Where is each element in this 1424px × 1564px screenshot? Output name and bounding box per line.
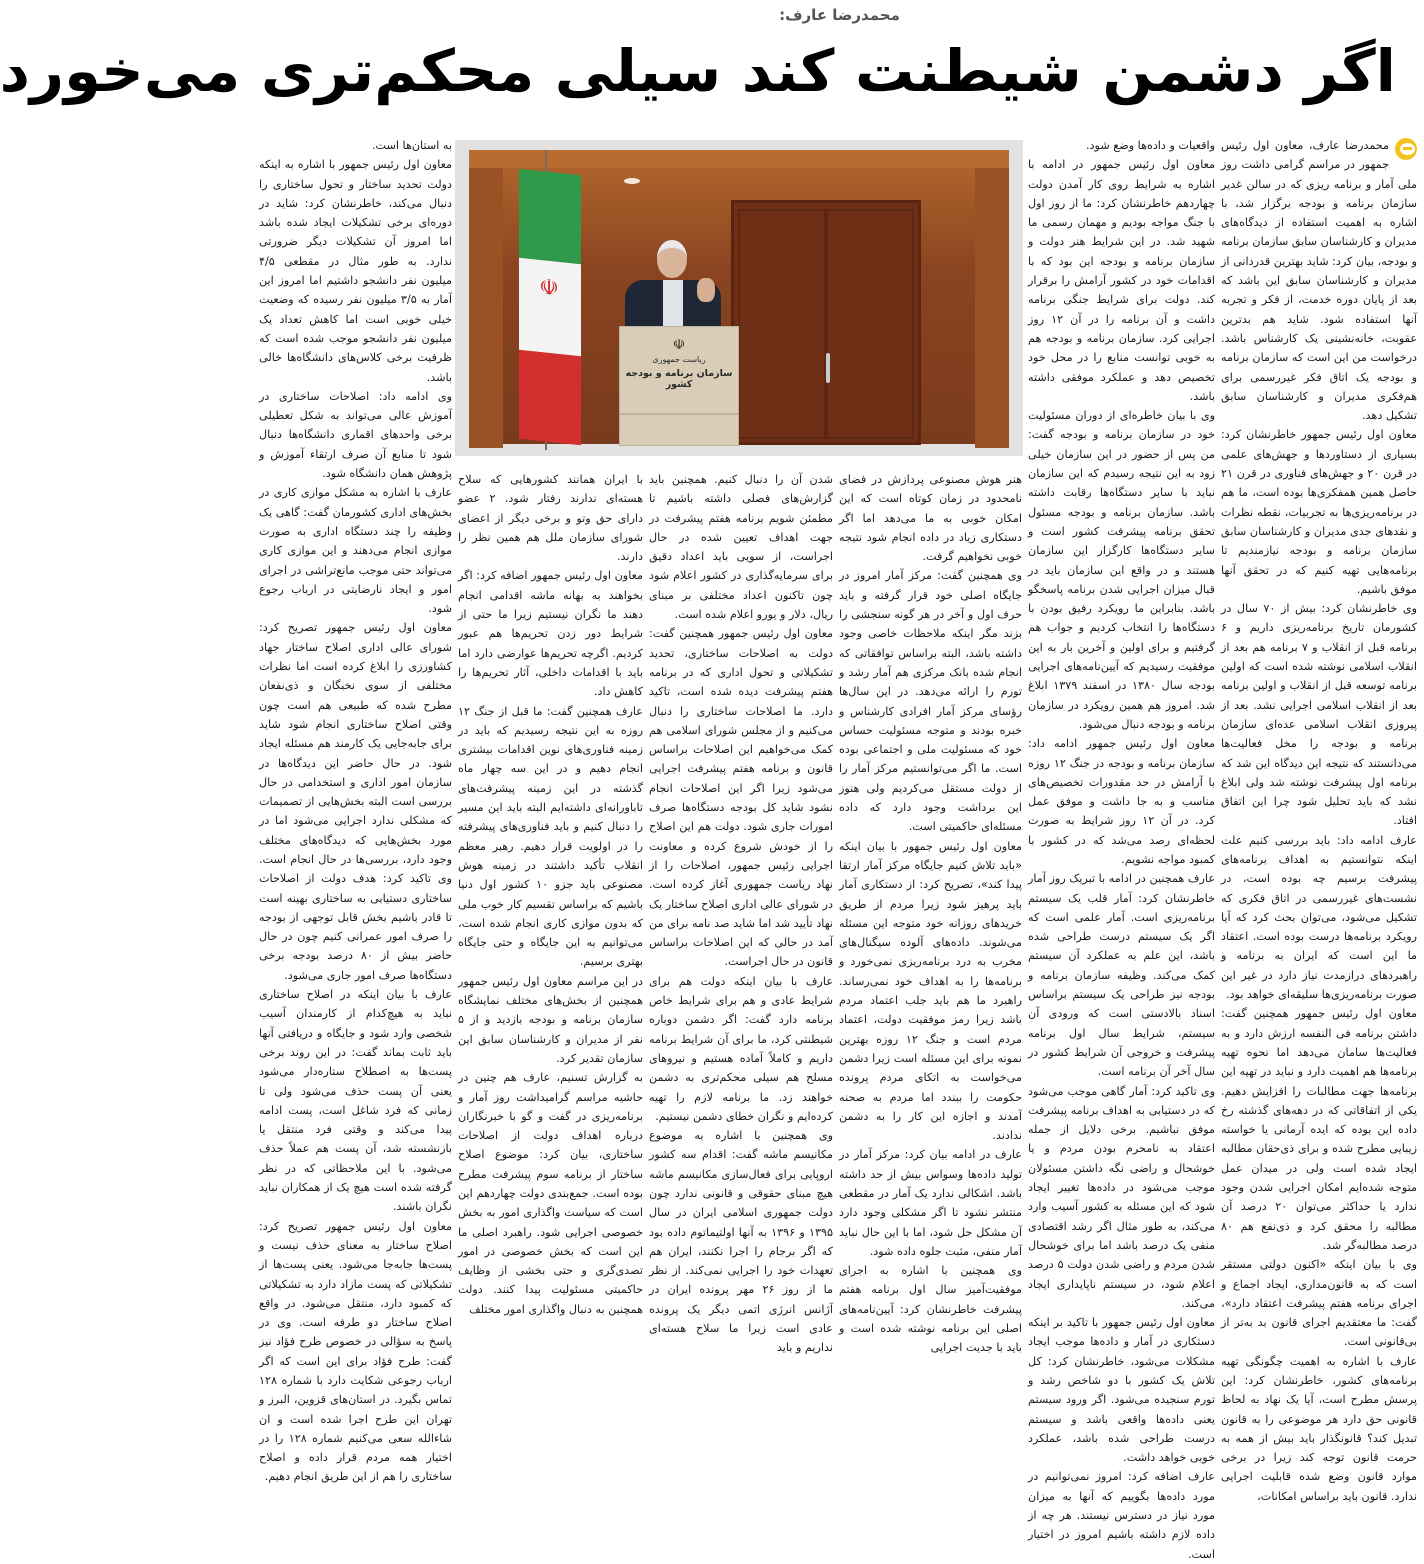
- paragraph: عارف اضافه کرد: امروز نمی‌توانیم در مورد داده‌ها بگوییم که آنها به میزان مورد نیاز در دسترس نیستند. هر چه از داده لازم داشته باشیم امروز در اختیار است.: [1028, 1470, 1215, 1561]
- paragraph: عارف با اشاره به مشکل موازی کاری در بخش‌های اداری کشورمان گفت: گاهی یک وظیفه را چند دستگاه اداری به صورت موازی انجام می‌دهند و این موازی کاری می‌تواند حتی موجب مانع‌تراشی در اجرای امور و ایجاد نارضایتی در ارباب رجوع شود.: [259, 486, 452, 616]
- article-photo-frame: [455, 140, 1023, 456]
- podium-emblem-icon: ☫: [672, 337, 686, 353]
- paragraph: عارف همچنین در ادامه با تبریک روز آمار خاطرنشان کرد: آمار قلب یک سیستم برنامه‌ریزی است. آمار علمی است که اگر یک سیستم درست طراحی شده باشد، این علم به عملکرد آن سیستم کمک می‌کند. وظیفه سازمان برنامه و بودجه نیز طراحی یک سیستم براساس اسناد بالادستی است که ورودی آن سیستم، شرایط سال اول برنامه پیشرفت و خروجی آن شرایط کشور در سال آخر آن برنامه است.: [1028, 872, 1215, 1079]
- paragraph: معاون اول رئیس جمهور با تاکید بر اینکه دستکاری در آمار و داده‌ها موجب ایجاد مشکلات می‌شود، خاطرنشان کرد: کل تلاش یک کشور با دو شاخص رشد و تورم سنجیده می‌شود. اگر ورود سیستم یعنی داده‌ها واقعی باشد و سیستم درست طراحی شده باشد، عملکرد خوبی خواهد داشت.: [1028, 1316, 1215, 1465]
- paragraph: به گزارش تسنیم، عارف هم چنین در حاشیه مراسم گرامیداشت روز آمار و برنامه‌ریزی در گفت و گو با خبرنگاران درباره اهداف دولت از اصلاحات ساختاری، بیان کرد: موضوع اصلاح ساختار از برنامه سوم پیشرفت مطرح بوده است. جمع‌بندی دولت چهاردهم این است که سیاست واگذاری امور به بخش خصوصی اجرایی شود. راهبرد اصلی ما این است که بخش خصوصی در امور تصدی‌گری و حتی بخشی از وظایف حاکمیتی مسئولیت پیدا کنند. دولت همچنین به دنبال واگذاری امور مختلف: [458, 1071, 643, 1316]
- emblem-icon: ☫: [539, 274, 559, 303]
- tasnim-logo-icon: [1395, 138, 1417, 160]
- paragraph: وی خاطرنشان کرد: بیش از ۷۰ سال در کشورمان تاریخ برنامه‌ریزی داریم و ۶ برنامه قبل از انقلاب و ۷ برنامه هم بعد از انقلاب اسلامی نوشته شده است که اولین برنامه توسعه قبل از انقلاب و اولین برنامه بعد از انقلاب اسلامی اجرایی نشد. بعد از پیروزی انقلاب اسلامی عده‌ای سازمان برنامه و بودجه را مخل فعالیت‌ها می‌دانستند که نتیجه این دیدگاه این شد که برنامه اول پیشرفت نوشته شد ولی ابلاغ نشد که باید تحلیل شود چرا این اتفاق افتاد.: [1221, 602, 1417, 828]
- article-column-1: [1221, 136, 1417, 1503]
- paragraph: معاون اول رئیس جمهور اضافه کرد: اگر بخواهند به بهانه ماشه اقدامی انجام دهند ما نگران نیستیم زیرا ما حتی از شرایط دور زدن تحریم‌ها هم عبور کردیم. اگرچه تحریم‌ها عوارضی دارد اما باید با اقدامات داخلی، آثار تحریم‌ها را کاهش داد.: [458, 569, 643, 699]
- paragraph: معاون اول رئیس جمهور خاطرنشان کرد: بسیاری از دستاوردها و جهش‌های علمی در قرن ۲۰ و جهش‌های فناوری در قرن ۲۱ حاصل همین همفکری‌ها بوده است، ما هم در برنامه‌ریزی‌ها به تجربیات، نقطه نظرات و نقدهای جدی مدیران و کارشناسان سابق سازمان برنامه و بودجه نیازمندیم تا برنامه‌هایی تهیه کنیم که در تحقق آنها موفق باشیم.: [1221, 428, 1417, 596]
- paragraph: وی ادامه داد: اصلاحات ساختاری در آموزش عالی می‌تواند به شکل تعطیلی برخی واحدهای اقماری دانشگاه‌ها دنبال شود تا منابع آن صرف ارتقاء آموزش و پژوهش همان دانشگاه شود.: [259, 389, 452, 481]
- photo-lamp: [624, 178, 640, 184]
- article-headline: اگر دشمن شیطنت کند سیلی محکم‌تری می‌خورد: [0, 37, 1396, 105]
- paragraph: محمدرضا عارف، معاون اول رئیس جمهور در مراسم گرامی داشت روز ملی آمار و برنامه ریزی که در سالن غدیر سازمان برنامه و بودجه برگزار شد، با اشاره به اهمیت استفاده از دیدگاه‌های مدیران و کارشناسان سابق سازمان برنامه و بودجه، بیان کرد: شاید بهترین قدردانی از مدیران و کارشناسان سابق این باشد که بعد از پایان دوره خدمت، از فکر و تجربه آنها استفاده شود. شاید هم بدترین عقوبت، خانه‌نشینی یک کارشناس باشد. درخواست من این است که سازمان برنامه و بودجه یک اتاق فکر غیررسمی برای هم‌فکری مدیران و کارشناسان سابق تشکیل دهد.: [1221, 139, 1417, 423]
- paragraph: عارف با بیان اینکه در اصلاح ساختاری نباید به هیچ‌کدام از کارمندان آسیب شخصی وارد شود و جایگاه و دریافتی آنها باید ثابت بماند گفت: در این روند برخی پست‌ها به اصطلاح ستاره‌دار می‌شود یعنی آن پست حذف می‌شود ولی تا زمانی که فرد شاغل است، پست ادامه پیدا می‌کند و وقتی فرد منتقل یا بازنشسته شد، آن پست هم عملاً حذف می‌شود. با این ملاحظاتی که در نظر گرفته شده است هیچ یک از همکاران نباید نگران باشند.: [259, 988, 452, 1214]
- podium: [619, 326, 739, 446]
- paragraph: وی همچنین با اشاره به موضوع مکانیسم ماشه گفت: اقدام سه کشور اروپایی برای فعال‌سازی مکانیسم ماشه هیچ مبنای حقوقی و قانونی ندارد چون دولت جمهوری اسلامی ایران در سال ۱۳۹۵ و ۱۳۹۶ به آنها اولتیماتوم داده بود که اگر برجام را اجرا نکنند، ایران هم تعهدات خود را اجرایی نمی‌کند. از نظر ما از روز ۲۶ مهر پرونده ایران در آژانس انرژی اتمی دیگر یک پرونده عادی است زیرا ما سلاح هسته‌ای نداریم و باید: [649, 1129, 833, 1355]
- paragraph: عارف ادامه داد: باید بررسی کنیم علت اینکه نتوانستیم به اهداف برنامه‌های پیشرفت برسیم چه بوده است، در نشست‌های غیررسمی در اتاق فکری که تشکیل می‌شود، می‌توان بحث کرد که آیا رویکرد برنامه‌ها درست بوده است. اعتقاد ما این است که ایران به برنامه و راهبردهای درازمدت نیاز دارد در غیر این صورت برنامه‌ریزی‌ها سلیقه‌ای خواهد بود.: [1221, 833, 1417, 1002]
- podium-text-line1: ریاست جمهوری: [652, 355, 706, 364]
- photo-door: [731, 200, 921, 445]
- article-column-4: [649, 470, 833, 1355]
- paragraph: شدن آن را دنبال کنیم. همچنین باید گزارش‌های فصلی داشته باشیم تا مطمئن شویم برنامه هفتم پیشرفت در جهت اهداف تعیین شده در حال اجراست، از سویی باید اعداد دقیق برای سرمایه‌گذاری در کشور اعلام شود چون تاکنون اعداد مختلفی بر مبنای ریال، دلار و یورو اعلام شده است.: [649, 473, 833, 622]
- paragraph: وی با بیان اینکه «اکنون دولتی مستقر است که به قانون‌مداری، ایجاد اجماع و اجرای برنامه هفتم پیشرفت اعتقاد دارد»، گفت: ما معتقدیم اجرای قانون بد به‌تر از بی‌قانونی است.: [1221, 1258, 1417, 1349]
- paragraph: معاون اول رئیس جمهور همچنین گفت: داشتن برنامه فی النفسه ارزش دارد و به فعالیت‌ها سامان می‌دهد اما نحوه تهیه برنامه‌ها هم اهمیت دارد و نباید در تهیه این برنامه‌ها جهت مطالبات را افزایش دهیم. یکی از اتفاقاتی که در دهه‌های گذشته رخ داده این بوده که ایده آرمانی یا خواسته زیبایی مطرح شده و برای ذی‌حقان مطالبه ایجاد شده است ولی در میدان عمل متوجه شده‌ایم امکان اجرایی شدن وجود ندارد یا حداکثر می‌توان ۲۰ درصد آن مطالبه را محقق کرد و ذی‌نفع هم ۸۰ درصد مطالبه‌گر شد.: [1221, 1007, 1417, 1252]
- article-kicker: محمدرضا عارف:: [779, 6, 900, 24]
- paragraph: عارف در ادامه بیان کرد: مرکز آمار در تولید داده‌ها وسواس بیش از حد داشته باشد. اشکالی ندارد یک آمار در مقطعی منتشر نشود تا اگر مشکلی وجود دارد آن مشکل حل شود، اما با این حال نباید آمار منفی، مثبت جلوه داده شود.: [839, 1148, 1022, 1258]
- paragraph: وی همچنین گفت: مرکز آمار امروز در جایگاه اصلی خود قرار گرفته و باید حرف اول و آخر در هر گونه سنجشی را بزند مگر اینکه ملاحظات خاصی وجود داشته باشد، البته براساس توافقاتی که انجام شده بانک مرکزی هم آمار رشد و تورم را ارائه می‌دهد. در این سال‌ها رؤسای مرکز آمار افرادی کارشناس و خبره بودند و متوجه مسئولیت حساس خود که مسئولیت ملی و اجتماعی بوده است. ما اگر می‌توانستیم مرکز آمار را از دولت مستقل می‌کردیم ولی هنوز این برداشت وجود دارد که داده مسئله‌ای حاکمیتی است.: [839, 569, 1022, 834]
- iran-flag-icon: [519, 169, 581, 446]
- photo-wall: [469, 150, 1009, 168]
- paragraph: عارف همچنین گفت: ما قبل از جنگ ۱۲ روزه به این نتیجه رسیدیم که باید در زمینه فناوری‌های نوین اقدامات بیشتری انجام دهیم و در این سه چهار ماه گذشته در این زمینه پیشرفت‌های تاباورانه‌ای داشته‌ایم البته باید این مسیر را دنبال کنیم و باید فناوری‌های پیشرفته را در اولویت قرار دهیم. رهبر معظم انقلاب تأکید داشتند در زمینه هوش مصنوعی باید جزو ۱۰ کشور اول دنیا باشیم که براساس تقسیم کار خوب ملی که بدون موازی کاری انجام شده است، می‌توانیم به این جایگاه و حتی جایگاه بهتری برسیم.: [458, 704, 643, 969]
- paragraph: معاون اول رئیس جمهور ادامه داد: سازمان برنامه و بودجه در جنگ ۱۲ روزه با آرامش در حد مقدورات تخصیص‌های مناسب و به جا داشت و موفق عمل کرد. در آن ۱۲ روز شرایط به صورت لحظه‌ای رصد می‌شد که در کشور با کمبود مواجه نشویم.: [1028, 737, 1215, 866]
- paragraph: وی تاکید کرد: آمار گاهی موجب می‌شود که در دستیابی به اهداف برنامه پیشرفت موفق نباشیم. برخی دلایل از جمله اعتقاد به نامحرم بودن مردم و یا خوشحال و راضی نگه داشتن مسئولان موجب می‌شود در داده‌ها تغییر ایجاد شود که این مسئله به کشور آسیب وارد می‌کند، به طور مثال اگر رشد اقتصادی منفی یک درصد باشد اما برای خوشحال شدن مردم و راضی شدن دولت ۵ درصد اعلام شود، در سیستم ناپایداری ایجاد می‌کند.: [1028, 1084, 1215, 1310]
- paragraph: هنر هوش مصنوعی پردازش در فضای نامحدود در زمان کوتاه است که این امکان خوبی به ما می‌دهد اما اگر دستکاری زیاد در داده انجام شود نتیجه خوبی نخواهیم گرفت.: [839, 473, 1022, 564]
- paragraph: عارف با بیان اینکه دولت هم برای شرایط عادی و هم برای شرایط خاص برنامه دارد گفت: اگر دشمن دوباره شیطنتی کرد، ما برای آن شرایط برنامه داریم و کاملاً آماده هستیم و نیروهای مسلح هم سیلی محکم‌تری به دشمن خواهند زد. ما برنامه لازم را تهیه کرده‌ایم و نگران خطای دشمن نیستیم.: [649, 974, 833, 1123]
- photo-pilaster: [469, 168, 503, 448]
- paragraph: وی با بیان خاطره‌ای از دوران مسئولیت خود در سازمان برنامه و بودجه گفت: من پس از حضور در این سازمان خیلی زود به این نتیجه رسیدم که این سازمان نباید با سایر دستگاه‌ها رقابت داشته باشد. سازمان برنامه و بودجه مسئول تحقق برنامه پیشرفت کشور است و سایر دستگاه‌ها کارگزار این سازمان هستند و در واقع این سازمان باید در قبال میزان اجرایی شدن برنامه پاسخگو باشد. بنابراین ما رویکرد رفیق بودن با دستگاه‌ها را انتخاب کردیم و جواب هم گرفتیم و برای اولین و آخرین بار به این موفقیت رسیدیم که آیین‌نامه‌های اجرایی بودجه سال ۱۳۸۰ در اسفند ۱۳۷۹ ابلاغ شد. امروز هم همین رویکرد در سازمان برنامه و بودجه دنبال می‌شود.: [1028, 409, 1215, 731]
- article-column-5: [458, 470, 643, 1316]
- paragraph: با ایران همانند کشورهایی که سلاح هسته‌ای ندارند رفتار شود. ۲ عضو دارای حق وتو و برخی دیگر از اعضای شورای سازمان ملل هم همین نظر را دارند.: [458, 473, 643, 564]
- door-leaf: [738, 209, 826, 439]
- podium-text-line2: سازمان برنامه و بودجه کشور: [625, 368, 733, 390]
- door-handle: [826, 353, 830, 383]
- paragraph: عارف با اشاره به اهمیت چگونگی تهیه برنامه‌های کشور، خاطرنشان کرد: این پرسش مطرح است، آیا یک نهاد به لحاظ قانونی حق دارد هر موضوعی را به قانون تبدیل کند؟ قانونگذار باید بیش از همه به حرمت قانون توجه کند زیرا در برخی موارد قانون وضع شده قابلیت اجرایی ندارد. قانون باید براساس امکانات،: [1221, 1354, 1417, 1503]
- article-photo: [469, 150, 1009, 444]
- paragraph: وی همچنین با اشاره به اجرای موفقیت‌آمیز سال اول برنامه هفتم پیشرفت خاطرنشان کرد: آیین‌نامه‌های اصلی این برنامه نوشته شده است و باید با جدیت اجرایی: [839, 1264, 1022, 1355]
- paragraph: به استان‌ها است.: [371, 139, 452, 152]
- photo-pilaster: [975, 168, 1009, 448]
- article-column-6: [259, 136, 453, 1484]
- article-column-3: [839, 470, 1022, 1355]
- paragraph: معاون اول رئیس جمهور در ادامه با اشاره به شرایط روی کار آمدن دولت چهاردهم خاطرنشان کرد: ما از روز اول با جنگ مواجه بودیم و مهمان رسمی ما شهید شد. در این شرایط هنر دولت و سازمان برنامه و بودجه این بود که با اقدامات خود در کشور آرامش را برقرار کند. دولت برای شرایط جنگی برنامه داشت و آن برنامه را در آن ۱۲ روز اجرایی کرد. سازمان برنامه و بودجه هم به خوبی توانست منابع را در محل خود تخصیص دهد و عملکرد موفقی داشته باشد.: [1028, 158, 1215, 403]
- door-leaf: [826, 209, 914, 439]
- paragraph: معاون اول رئیس جمهور تصریح کرد: اصلاح ساختار به معنای حذف نیست و پست‌ها جابه‌جا می‌شود. یعنی پست‌ها از تشکیلاتی که پست مازاد دارد به تشکیلاتی که کمبود دارد، منتقل می‌شود. در واقع اصلاح ساختار دو طرفه است. وی در پاسخ به سؤالی در خصوص طرح فؤاد نیز گفت: طرح فؤاد برای این است که اگر ارباب رجوعی شکایت دارد با شماره ۱۲۸ تماس بگیرد. در استان‌های قزوین، البرز و تهران این طرح اجرا شده است و ان شاءالله سعی می‌کنیم شماره ۱۲۸ را در اختیار همه مردم قرار داده و اصلاح ساختاری را هم از این طریق انجام دهیم.: [259, 1219, 452, 1484]
- paragraph: معاون اول رئیس جمهور تصریح کرد: شورای عالی اداری اصلاح ساختار جهاد کشاورزی را ابلاغ کرده است اما نظرات مختلفی از سوی نخبگان و ذی‌نفعان مطرح شده که طبیعی هم است چون وقتی اصلاح ساختاری انجام شود شاید برای جابه‌جایی یک کارمند هم مسئله ایجاد شود. در حال حاضر این دیدگاه‌ها در سازمان امور اداری و استخدامی در حال بررسی است البته بخش‌هایی از تصمیمات که مشکلی ندارد اجرایی می‌شود اما در مورد بخش‌هایی که دیدگاه‌های مختلف وجود دارد، بررسی‌ها در حال انجام است. وی تاکید کرد: هدف دولت از اصلاحات ساختاری دستیابی به ساختاری بهینه است تا قادر باشیم بخش قابل توجهی از بودجه را صرف امور عمرانی کنیم چون در حال حاضر بیش از ۸۰ درصد بودجه برخی دستگاه‌ها صرف امور جاری می‌شود.: [259, 621, 452, 982]
- article-column-2: [1028, 136, 1215, 1561]
- paragraph: معاون اول رئیس جمهور همچنین گفت: دولت به اصلاحات ساختاری، تحدید تشکیلاتی و تحول اداری که در برنامه هفتم پیشرفت دیده شده است، تاکید دارد. ما اصلاحات ساختاری را دنبال می‌کنیم و از مجلس شورای اسلامی هم کمک می‌خواهیم این اصلاحات براساس قانون و برنامه هفتم پیشرفت اجرایی می‌شود زیرا اگر این اصلاحات انجام نشود شاید کل بودجه دستگاه‌ها صرف امورات جاری شود. دولت هم این اصلاح را از خودش شروع کرده و معاونت اجرایی رئیس جمهور، اصلاحات را از نهاد ریاست جمهوری آغاز کرده است. در شورای عالی اداری اصلاح ساختار یک نهاد تأیید شد اما شاید صد نامه برای من آمد در حالی که این اصلاحات براساس قانون در حال اجراست.: [649, 627, 833, 969]
- paragraph: معاون اول رئیس جمهور با اشاره به اینکه دولت تحدید ساختار و تحول ساختاری را دنبال می‌کند، خاطرنشان کرد: شاید در دوره‌ای برخی تشکیلات ایجاد شده باشد اما امروز آن تشکیلات دیگر ضرورتی ندارد. به طور مثال در مقطعی ۴/۵ میلیون نفر دانشجو داشتیم اما امروز این آمار به ۳/۵ میلیون نفر رسیده که وضعیت خیلی خوبی است اما کاهش تعداد یک میلیون نفر دانشجو موجب شده است که ظرفیت برخی کلاس‌های دانشگاه‌ها خالی باشد.: [259, 158, 453, 384]
- paragraph: در این مراسم معاون اول رئیس جمهور همچنین از بخش‌های مختلف نمایشگاه سازمان برنامه و بودجه بازدید و از ۵ نفر از مدیران و کارشناسان سابق این سازمان تقدیر کرد.: [458, 974, 643, 1065]
- paragraph: معاون اول رئیس جمهور با بیان اینکه «باید تلاش کنیم جایگاه مرکز آمار ارتقا پیدا کند»، تصریح کرد: از دستکاری آمار باید پرهیز شود زیرا مردم از طریق خریدهای روزانه خود متوجه این مسئله می‌شوند. داده‌های آلوده سیگنال‌های مخرب به درد برنامه‌ریزی نمی‌خورد و برنامه‌ها را به اهداف خود نمی‌رساند. راهبرد ما هم باید جلب اعتماد مردم باشد زیرا رمز موفقیت دولت، اعتماد مردم است و جنگ ۱۲ روزه بهترین نمونه برای این مسئله است زیرا دشمن می‌خواست به اتکای مردم پرونده حکومت را ببندد اما مردم به صحنه آمدند و اجازه این کار را به دشمن ندادند.: [839, 839, 1022, 1143]
- paragraph: واقعیات و داده‌ها وضع شود.: [1086, 139, 1215, 152]
